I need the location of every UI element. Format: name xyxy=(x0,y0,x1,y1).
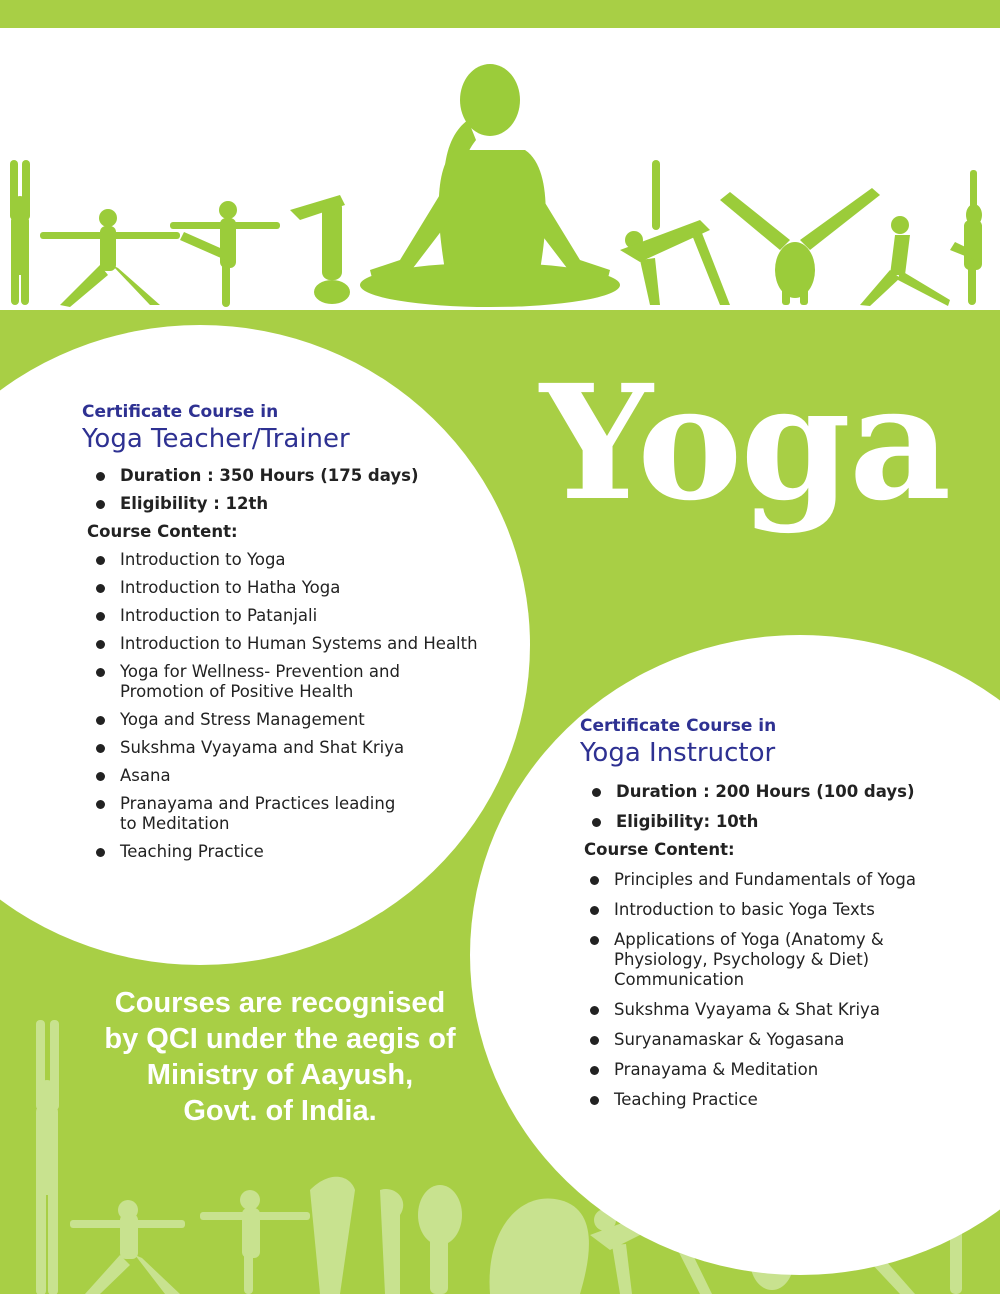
course1-title: Yoga Teacher/Trainer xyxy=(82,424,350,454)
list-item: Asana xyxy=(90,766,510,786)
course1-content-label: Course Content: xyxy=(87,522,238,541)
yoga-silhouettes-top-icon xyxy=(10,64,982,307)
list-item: Introduction to Hatha Yoga xyxy=(90,578,510,598)
course2-subtitle: Certificate Course in xyxy=(580,716,777,736)
course1-duration: Duration : 350 Hours (175 days) xyxy=(90,466,512,486)
list-item: Introduction to Patanjali xyxy=(90,606,510,626)
course2-title: Yoga Instructor xyxy=(580,738,776,768)
list-item: Teaching Practice xyxy=(90,842,510,862)
list-item: Sukshma Vyayama & Shat Kriya xyxy=(584,1000,944,1020)
recognition-line: Govt. of India. xyxy=(183,1095,377,1127)
list-item: Introduction to Human Systems and Health xyxy=(90,634,510,654)
list-item: Introduction to basic Yoga Texts xyxy=(584,900,944,920)
recognition-line: Courses are recognised xyxy=(114,987,446,1019)
course2-eligibility: Eligibility: 10th xyxy=(586,812,980,832)
course2-meta xyxy=(586,782,980,832)
course2-block xyxy=(580,716,980,1110)
list-item: Pranayama & Meditation xyxy=(584,1060,944,1080)
list-item: Principles and Fundamentals of Yoga xyxy=(584,870,944,890)
course1-content-list xyxy=(90,550,510,862)
recognition-text xyxy=(70,985,490,1129)
list-item: Pranayama and Practices leading to Meditation xyxy=(90,794,415,834)
course2-duration: Duration : 200 Hours (100 days) xyxy=(586,782,980,802)
list-item: Applications of Yoga (Anatomy & Physiology, Psychology & Diet) Communication xyxy=(584,930,914,990)
recognition-line: Ministry of Aayush, xyxy=(146,1059,414,1091)
course1-subtitle: Certificate Course in xyxy=(82,402,279,422)
list-item: Teaching Practice xyxy=(584,1090,944,1110)
course2-content-list xyxy=(584,870,944,1110)
course1-meta xyxy=(90,466,512,514)
list-item: Suryanamaskar & Yogasana xyxy=(584,1030,944,1050)
course2-content-label: Course Content: xyxy=(584,840,735,859)
recognition-line: by QCI under the aegis of xyxy=(104,1023,456,1055)
list-item: Yoga and Stress Management xyxy=(90,710,510,730)
course1-eligibility: Eligibility : 12th xyxy=(90,494,512,514)
list-item: Sukshma Vyayama and Shat Kriya xyxy=(90,738,510,758)
page-title: Yoga xyxy=(540,351,950,536)
list-item: Introduction to Yoga xyxy=(90,550,510,570)
list-item: Yoga for Wellness- Prevention and Promotion of Positive Health xyxy=(90,662,420,702)
course1-block xyxy=(82,402,512,862)
